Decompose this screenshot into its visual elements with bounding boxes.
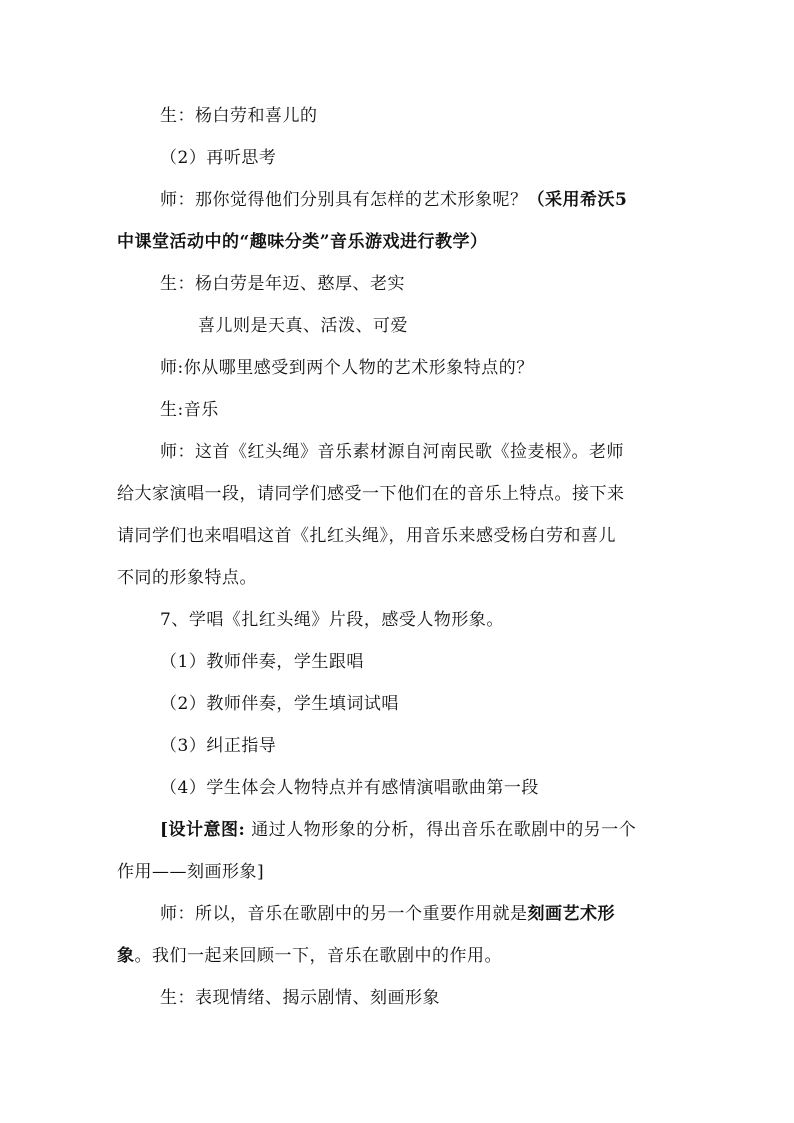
text: 生：表现情绪、揭示剧情、刻画形象 [160,988,440,1008]
text: （4）学生体会人物特点并有感情演唱歌曲第一段 [160,778,539,798]
paragraph-student-answer-2-cont [198,316,408,336]
text: 师：所以，音乐在歌剧中的另一个重要作用就是 [160,904,528,924]
bold-text: （采用希沃5 [527,190,628,210]
text: 生：杨白劳和喜儿的 [160,106,318,126]
text: 通过人物形象的分析，得出音乐在歌剧中的另一个 [245,820,637,840]
text: 生:音乐 [160,400,219,420]
text: 不同的形象特点。 [117,568,257,588]
bold-text: 象 [117,946,135,966]
paragraph-teacher-explain-cont [117,568,257,588]
paragraph-student-answer-3 [160,400,219,420]
paragraph-teacher-summary-cont [117,946,502,966]
paragraph-teacher-explain-cont [117,484,625,504]
text: 。我们一起来回顾一下，音乐在歌剧中的作用。 [134,946,502,966]
paragraph-step-2 [160,148,276,168]
paragraph-design-intent-cont [117,862,264,882]
paragraph-step-2b [160,694,399,714]
paragraph-teacher-question-cont [117,232,488,252]
text: 7、学唱《扎红头绳》片段，感受人物形象。 [160,610,504,630]
paragraph-teacher-explain-cont [117,526,616,546]
paragraph-teacher-question [160,190,627,210]
bold-text: [设计意图: [160,820,246,840]
bold-text: 刻画艺术形 [527,904,615,924]
text: 喜儿则是天真、活泼、可爱 [198,316,408,336]
paragraph-student-answer-4 [160,988,440,1008]
text: 师：那你觉得他们分别具有怎样的艺术形象呢？ [160,190,528,210]
paragraph-teacher-question-2 [160,358,534,378]
paragraph-student-answer-2 [160,274,405,294]
paragraph-step-3 [160,736,276,756]
text: 师:你从哪里感受到两个人物的艺术形象特点的？ [160,358,534,378]
paragraph-design-intent [160,820,636,840]
text: 师：这首《红头绳》音乐素材源自河南民歌《捡麦根》。老师 [160,442,624,462]
text: 生：杨白劳是年迈、憨厚、老实 [160,274,405,294]
text: 请同学们也来唱唱这首《扎红头绳》，用音乐来感受杨白劳和喜儿 [117,526,616,546]
text: （3）纠正指导 [160,736,277,756]
paragraph-step-4 [160,778,539,798]
paragraph-step-1 [160,652,364,672]
bold-text: 中课堂活动中的“趣味分类”音乐游戏进行教学） [117,232,488,252]
text: （2）再听思考 [160,148,277,168]
paragraph-student-answer-1 [160,106,318,126]
text: （2）教师伴奏，学生填词试唱 [160,694,399,714]
paragraph-section-7 [160,610,504,630]
paragraph-teacher-explain [160,442,624,462]
text: 作用——刻画形象] [117,862,265,882]
text: 给大家演唱一段，请同学们感受一下他们在的音乐上特点。接下来 [117,484,625,504]
paragraph-teacher-summary [160,904,615,924]
text: （1）教师伴奏，学生跟唱 [160,652,364,672]
